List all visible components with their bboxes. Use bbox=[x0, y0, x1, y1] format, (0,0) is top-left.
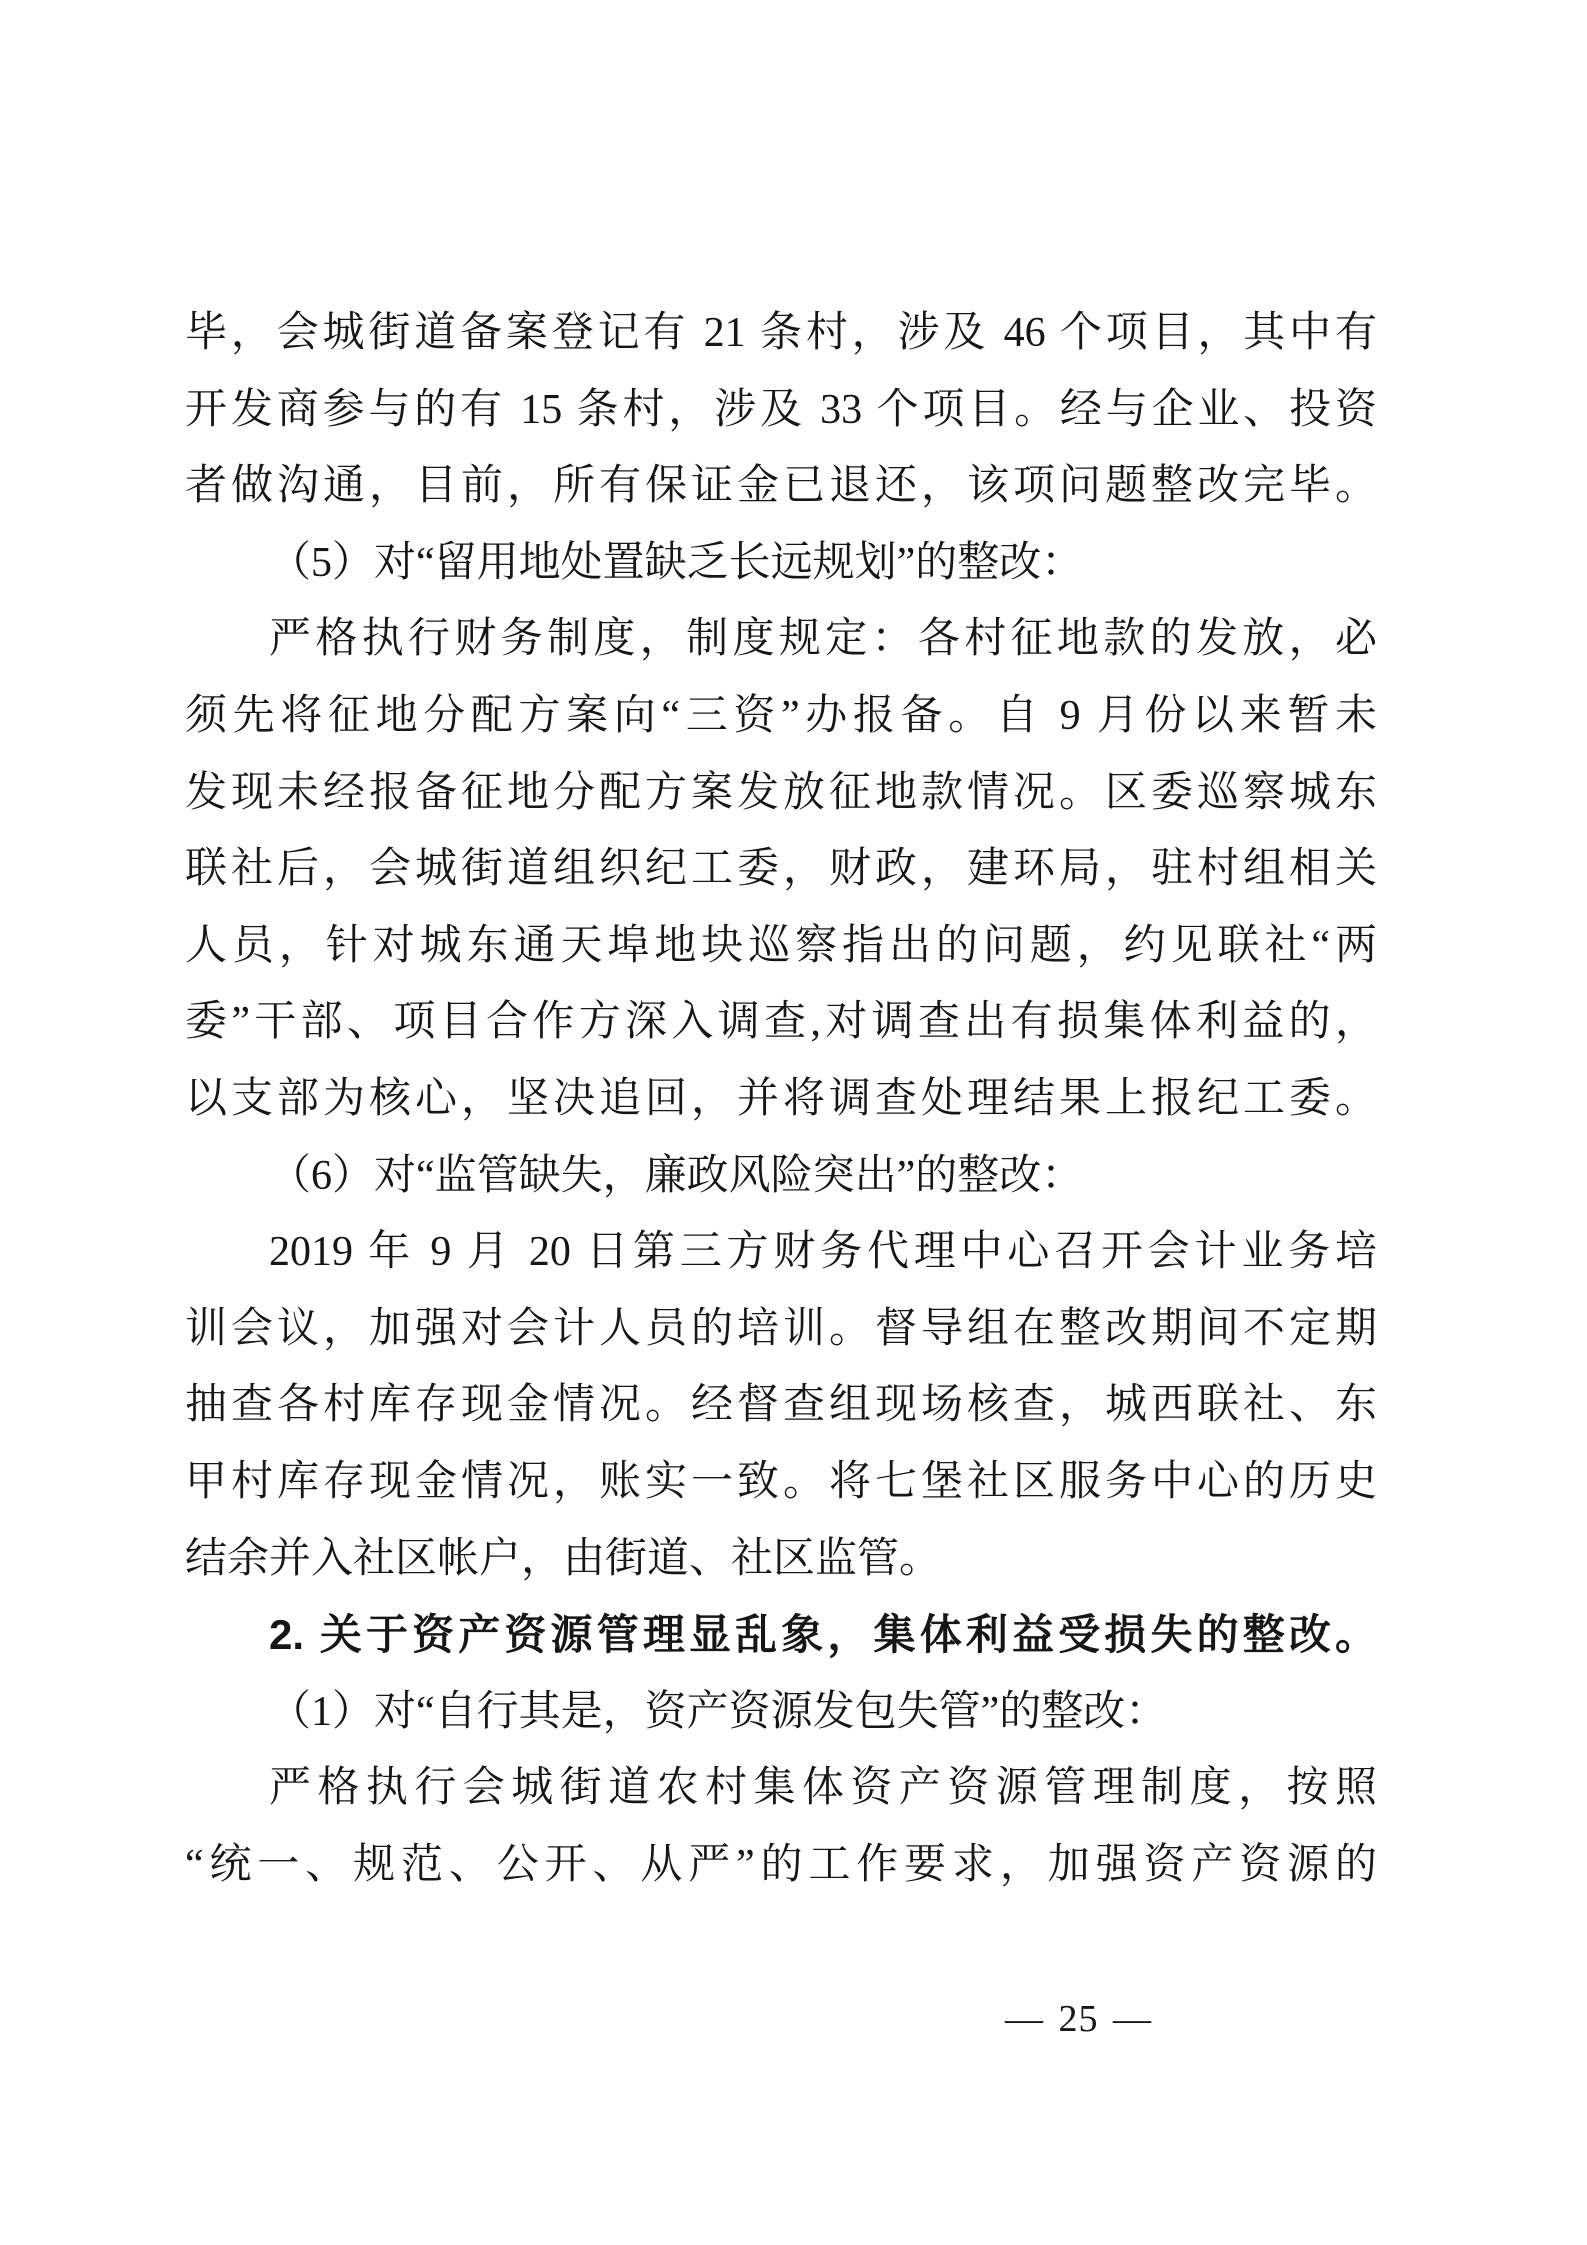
text-line: （1）对“自行其是，资产资源发包失管”的整改： bbox=[269, 1688, 1168, 1735]
text-line: 抽查各村库存现金情况。经督查组现场核查，城西联社、东 bbox=[185, 1382, 1377, 1429]
text-line: （5）对“留用地处置缺乏长远规划”的整改： bbox=[269, 539, 1084, 586]
text-line: 者做沟通，目前，所有保证金已退还，该项问题整改完毕。 bbox=[185, 463, 1377, 510]
text-line: 开发商参与的有 15 条村，涉及 33 个项目。经与企业、投资 bbox=[185, 386, 1377, 433]
text-line: 2. 关于资产资源管理显乱象，集体利益受损失的整改。 bbox=[269, 1611, 1377, 1659]
text-line: 甲村库存现金情况，账实一致。将七堡社区服务中心的历史 bbox=[185, 1458, 1377, 1505]
text-line: 须先将征地分配方案向“三资”办报备。自 9 月份以来暂未 bbox=[185, 692, 1377, 739]
text-line: 严格执行会城街道农村集体资产资源管理制度，按照 bbox=[269, 1765, 1377, 1812]
text-line: 训会议，加强对会计人员的培训。督导组在整改期间不定期 bbox=[185, 1305, 1377, 1352]
text-line: “统一、规范、公开、从严”的工作要求，加强资产资源的 bbox=[185, 1841, 1377, 1888]
text-line: 以支部为核心，坚决追回，并将调查处理结果上报纪工委。 bbox=[185, 1075, 1377, 1122]
body-text bbox=[185, 295, 1377, 1903]
text-line: 结余并入社区帐户，由街道、社区监管。 bbox=[185, 1535, 942, 1582]
page-number: — 25 — bbox=[1005, 1998, 1152, 2040]
text-line: 联社后，会城街道组织纪工委，财政，建环局，驻村组相关 bbox=[185, 846, 1377, 893]
text-line: 委”干部、项目合作方深入调查,对调查出有损集体利益的， bbox=[185, 999, 1377, 1046]
text-line: 毕，会城街道备案登记有 21 条村，涉及 46 个项目，其中有 bbox=[185, 310, 1377, 356]
text-line: 2019 年 9 月 20 日第三方财务代理中心召开会计业务培 bbox=[269, 1229, 1377, 1276]
text-line: （6）对“监管缺失，廉政风险突出”的整改： bbox=[269, 1152, 1084, 1199]
text-line: 发现未经报备征地分配方案发放征地款情况。区委巡察城东 bbox=[185, 769, 1377, 816]
text-line: 严格执行财务制度，制度规定：各村征地款的发放，必 bbox=[269, 616, 1377, 663]
text-line: 人员，针对城东通天埠地块巡察指出的问题，约见联社“两 bbox=[185, 922, 1377, 969]
